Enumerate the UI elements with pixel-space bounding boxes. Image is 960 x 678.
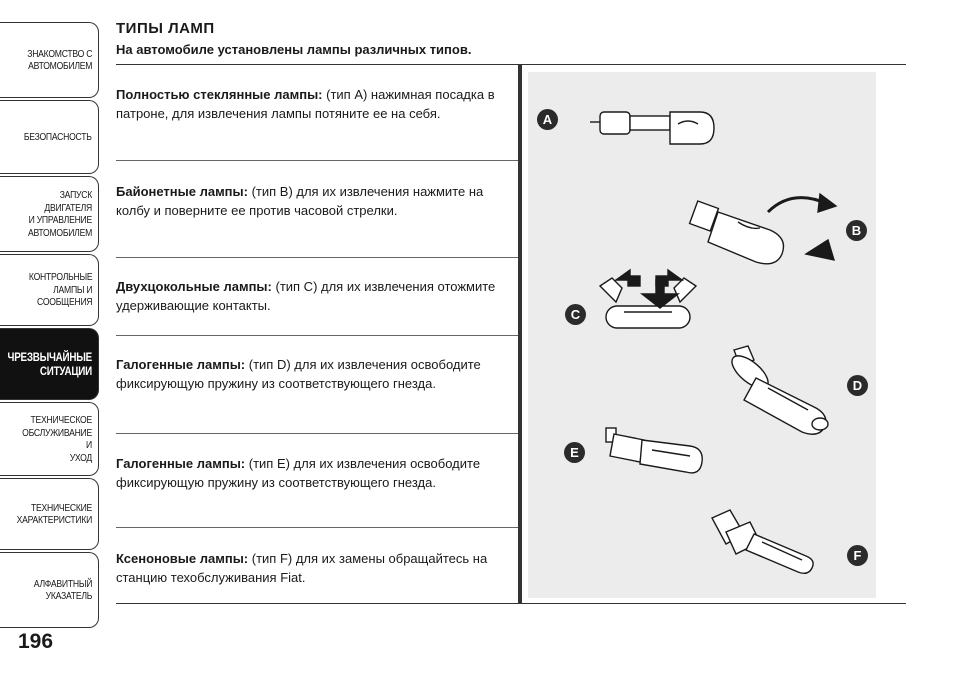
- separator: [116, 433, 519, 434]
- entry-type-f: Ксеноновые лампы: (тип F) для их замены обращайтесь на станцию техобслуживания Fiat.: [116, 551, 488, 585]
- tab-index[interactable]: АЛФАВИТНЫЙ УКАЗАТЕЛЬ: [0, 552, 99, 628]
- tab-maintenance[interactable]: ТЕХНИЧЕСКОЕ ОБСЛУЖИВАНИЕ И УХОД: [0, 402, 99, 476]
- lamp-type-b-icon: [690, 194, 836, 264]
- badge-a: A: [537, 109, 558, 130]
- entry-type-a: Полностью стеклянные лампы: (тип A) нажимная посадка в патроне, для извлечения лампы потяните ее на себя.: [116, 87, 495, 121]
- entry-type-e: Галогенные лампы: (тип E) для их извлечения освободите фиксирующую пружину из соответствующего гнезда.: [116, 456, 481, 490]
- page-subtitle: На автомобиле установлены лампы различных типов.: [116, 42, 472, 57]
- lamp-type-f-icon: [712, 510, 813, 573]
- tab-safety[interactable]: БЕЗОПАСНОСТЬ: [0, 100, 99, 174]
- tab-emergency[interactable]: ЧРЕЗВЫЧАЙНЫЕ СИТУАЦИИ: [0, 328, 99, 400]
- page-title: ТИПЫ ЛАМП: [116, 20, 215, 37]
- page-number: 196: [18, 630, 54, 653]
- badge-f: F: [847, 545, 868, 566]
- lamp-type-e-icon: [606, 428, 702, 473]
- lamp-type-a-icon: [590, 112, 714, 144]
- badge-d: D: [847, 375, 868, 396]
- badge-e: E: [564, 442, 585, 463]
- badge-c: C: [565, 304, 586, 325]
- tab-specifications[interactable]: ТЕХНИЧЕСКИЕ ХАРАКТЕРИСТИКИ: [0, 478, 99, 550]
- column-divider: [518, 65, 522, 603]
- badge-b: B: [846, 220, 867, 241]
- separator: [116, 257, 519, 258]
- lamp-types-illustration: [528, 72, 876, 598]
- lamp-type-d-icon: [727, 346, 828, 434]
- entry-type-c: Двухцокольные лампы: (тип C) для их извлечения отожмите удерживающие контакты.: [116, 279, 496, 313]
- lamp-type-c-icon: [600, 270, 696, 328]
- entry-type-d: Галогенные лампы: (тип D) для их извлечения освободите фиксирующую пружину из соответствующего гнезда.: [116, 357, 481, 391]
- tab-engine-start[interactable]: ЗАПУСК ДВИГАТЕЛЯ И УПРАВЛЕНИЕ АВТОМОБИЛЕМ: [0, 176, 99, 252]
- header-rule: [116, 64, 906, 65]
- entry-type-b: Байонетные лампы: (тип B) для их извлечения нажмите на колбу и поверните ее против часовой стрелки.: [116, 184, 484, 218]
- separator: [116, 160, 519, 161]
- bottom-rule: [116, 603, 906, 604]
- separator: [116, 335, 519, 336]
- tab-vehicle-intro[interactable]: ЗНАКОМСТВО С АВТОМОБИЛЕМ: [0, 22, 99, 98]
- tab-warning-lights[interactable]: КОНТРОЛЬНЫЕ ЛАМПЫ И СООБЩЕНИЯ: [0, 254, 99, 326]
- separator: [116, 527, 519, 528]
